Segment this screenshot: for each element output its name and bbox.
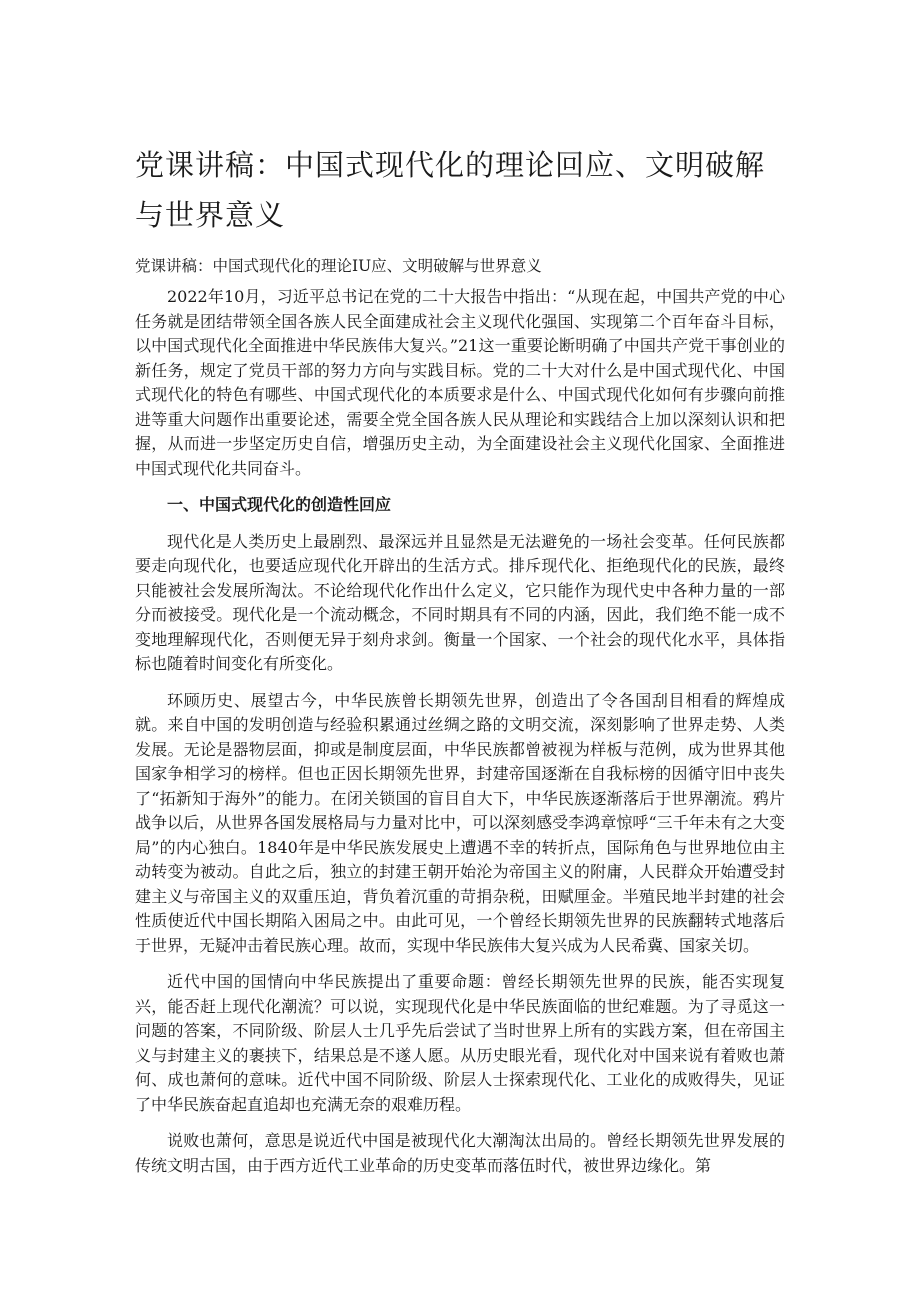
document-body: [135, 285, 785, 1190]
body-paragraph: 近代中国的国情向中华民族提出了重要命题：曾经长期领先世界的民族，能否实现复兴，能否赶上现代化潮流？可以说，实现现代化是中华民族面临的世纪难题。为了寻觅这一问题的答案，不同阶级、阶层人士几乎先后尝试了当时世界上所有的实践方案，但在帝国主义与封建主义的裹挟下，结果总是不遂人愿。从历史眼光看，现代化对中国来说有着败也萧何、成也萧何的意味。近代中国不同阶级、阶层人士探索现代化、工业化的成败得失，见证了中华民族奋起直追却也充满无奈的艰难历程。: [135, 972, 785, 1114]
body-paragraph: 说败也萧何，意思是说近代中国是被现代化大潮淘汰出局的。曾经长期领先世界发展的传统文明古国，由于西方近代工业革命的历史变革而落伍时代，被世界边缘化。第: [135, 1131, 785, 1175]
document-subtitle: 党课讲稿：中国式现代化的理论IU应、文明破解与世界意义: [135, 257, 542, 275]
body-paragraph: 环顾历史、展望古今，中华民族曾长期领先世界，创造出了令各国刮目相看的辉煌成就。来自中国的发明创造与经验积累通过丝绸之路的文明交流，深刻影响了世界走势、人类发展。无论是器物层面，抑或是制度层面，中华民族都曾被视为样板与范例，成为世界其他国家争相学习的榜样。但也正因长期领先世界，封建帝国逐渐在自我标榜的因循守旧中丧失了“拓新知于海外”的能力。在闭关锁国的盲目自大下，中华民族逐渐落后于世界潮流。鸦片战争以后，从世界各国发展格局与力量对比中，可以深刻感受李鸿章惊呼“三千年未有之大变局”的内心独白。1840年是中华民族发展史上遭遇不幸的转折点，国际角色与世界地位由主动转变为被动。自此之后，独立的封建王朝开始沦为帝国主义的附庸，人民群众开始遭受封建主义与帝国主义的双重压迫，背负着沉重的苛捐杂税，田赋厘金。半殖民地半封建的社会性质使近代中国长期陷入困局之中。由此可见，一个曾经长期领先世界的民族翻转式地落后于世界，无疑冲击着民族心理。故而，实现中华民族伟大复兴成为人民希冀、国家关切。: [135, 690, 785, 955]
section-heading: 一、中国式现代化的创造性回应: [167, 495, 392, 514]
intro-paragraph: 2022年10月，习近平总书记在党的二十大报告中指出：“从现在起，中国共产党的中心任务就是团结带领全国各族人民全面建成社会主义现代化强国、实现第二个百年奋斗目标，以中国式现代化全面推进中华民族伟大复兴。”21这一重要论断明确了中国共产党干事创业的新任务，规定了党员干部的努力方向与实践目标。党的二十大对什么是中国式现代化、中国式现代化的特色有哪些、中国式现代化的本质要求是什么、中国式现代化如何有步骤向前推进等重大问题作出重要论述，需要全党全国各族人民从理论和实践结合上加以深刻认识和把握，从而进一步坚定历史自信，增强历史主动，为全面建设社会主义现代化国家、全面推进中国式现代化共同奋斗。: [135, 287, 785, 478]
document-title: 党课讲稿：中国式现代化的理论回应、文明破解与世界意义: [135, 148, 766, 232]
body-paragraph: 现代化是人类历史上最剧烈、最深远并且显然是无法避免的一场社会变革。任何民族都要走向现代化，也要适应现代化开辟出的生活方式。排斥现代化、拒绝现代化的民族，最终只能被社会发展所淘汰。不论给现代化作出什么定义，它只能作为现代史中各种力量的一部分而被接受。现代化是一个流动概念，不同时期具有不同的内涵，因此，我们绝不能一成不变地理解现代化，否则便无异于刻舟求剑。衡量一个国家、一个社会的现代化水平，具体指标也随着时间变化有所变化。: [135, 531, 785, 673]
